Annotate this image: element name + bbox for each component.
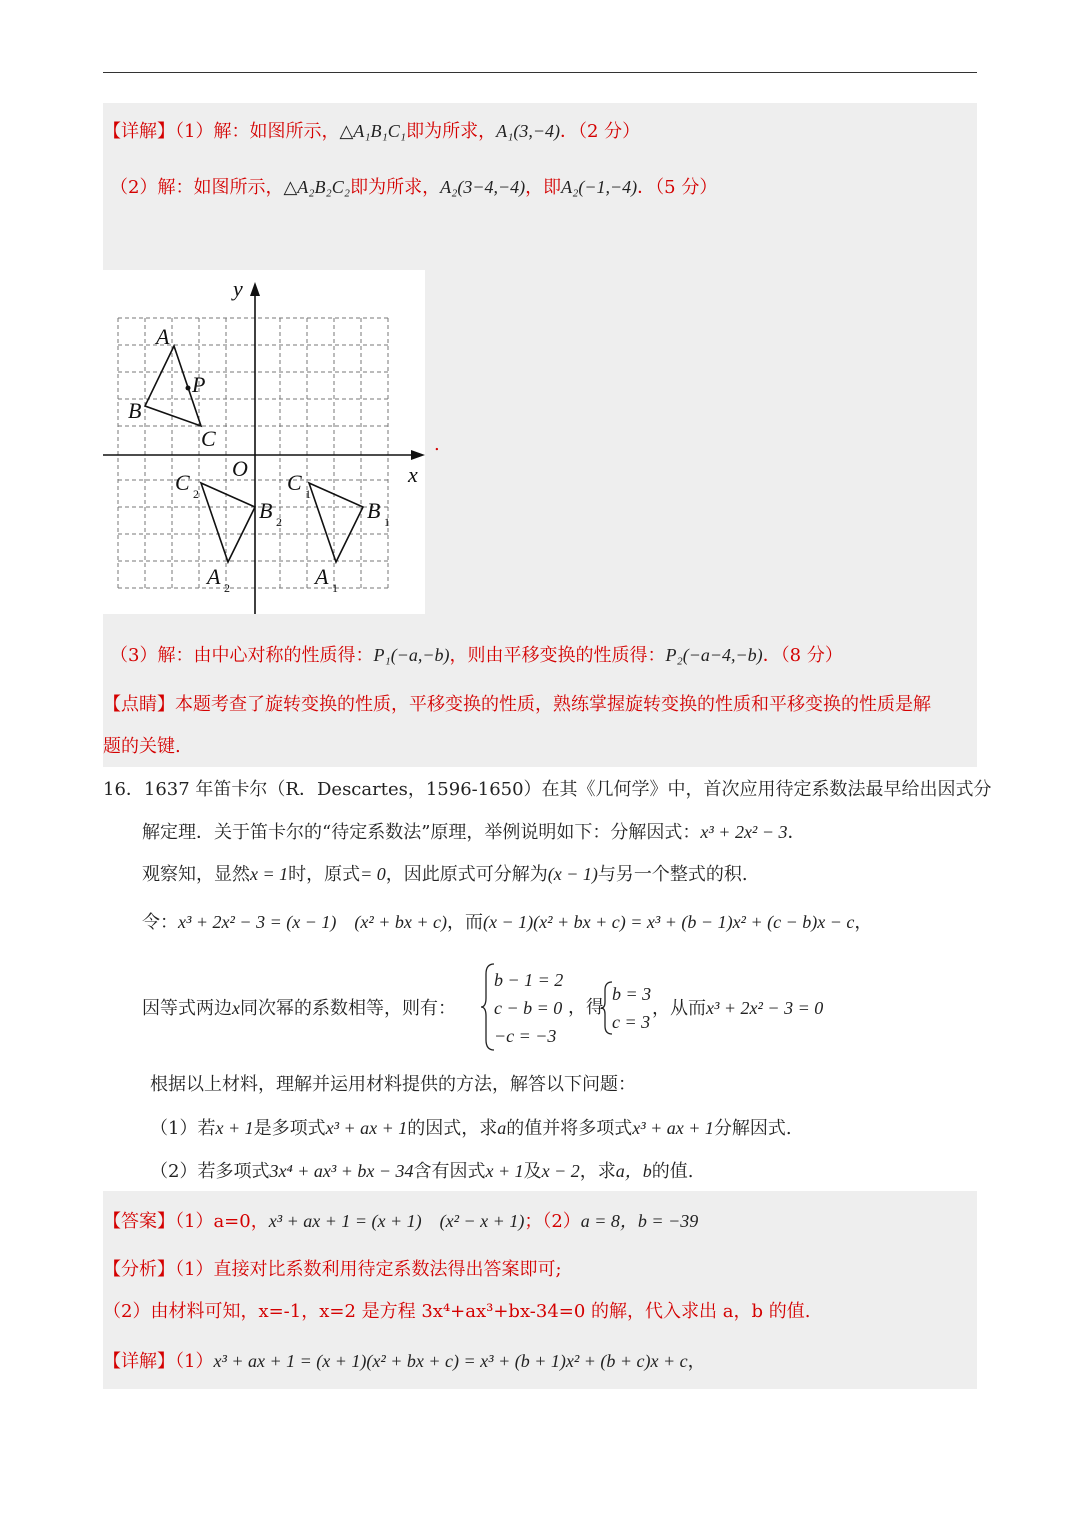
triangle-a2b2c2-shape — [201, 483, 255, 562]
score: ．（2 分） — [559, 121, 641, 142]
expr: x³ + 2x² − 3 — [700, 822, 788, 842]
expr: = 0 — [360, 864, 386, 884]
text: （1）若 — [150, 1118, 216, 1139]
system-of-equations-1 — [494, 966, 563, 1050]
expr: x − 2 — [541, 1161, 580, 1181]
figure-trailing-dot: . — [434, 434, 440, 455]
label-b2: B — [259, 498, 273, 523]
origin-label: O — [232, 456, 248, 481]
q16-para-6: 根据以上材料，理解并运用材料提供的方法，解答以下问题： — [150, 1074, 636, 1095]
text: ；（2） — [524, 1211, 581, 1232]
q16-part-2 — [150, 1158, 694, 1185]
q16-para-3 — [142, 861, 748, 888]
expr: x³ + ax + 1 = (x + 1) (x² − x + 1) — [268, 1211, 525, 1231]
text: 的值. — [651, 1161, 694, 1182]
q16-para-1: 16．1637 年笛卡尔（R．Descartes，1596-1650）在其《几何学》中，首次应用待定系数法最早给出因式分 — [103, 779, 992, 800]
text: ，从而 — [652, 998, 706, 1019]
q15-detail-line-1 — [103, 118, 640, 145]
expr: 3x⁴ + ax³ + bx − 34 — [269, 1161, 414, 1181]
equation: −c = −3 — [494, 1026, 557, 1046]
label-c1-sub: 1 — [305, 487, 311, 501]
text: （1）直接对比系数利用待定系数法得出答案即可; — [175, 1259, 562, 1280]
x-axis-label: x — [408, 462, 418, 487]
text: ，则由平移变换的性质得： — [449, 645, 666, 666]
expr: x³ + 2x² − 3 = (x − 1) (x² + bx + c) — [178, 912, 447, 932]
label-b1: B — [367, 498, 381, 523]
expr: x³ + ax + 1 — [632, 1118, 714, 1138]
equation: b = 3 — [612, 984, 652, 1004]
text: （2）若多项式 — [150, 1161, 270, 1182]
point-p-dot — [186, 386, 191, 391]
text: （1）a=0， — [175, 1211, 269, 1232]
q15-detail-line-2 — [110, 174, 717, 201]
point-a2: A₂(−1,−4) — [561, 177, 638, 197]
analysis-tag: 【分析】 — [103, 1259, 175, 1280]
text: ，而 — [446, 912, 483, 933]
y-axis-arrow-icon — [250, 282, 260, 296]
equation: c − b = 0 — [494, 998, 563, 1018]
text: ． — [787, 822, 806, 843]
q16-para-2 — [142, 819, 805, 846]
expr: x³ + ax + 1 = (x + 1)(x² + bx + c) = x³ + (b + 1)x² + (b + c)x + c — [213, 1351, 688, 1371]
q16-para-5-b: ，得 — [568, 997, 604, 1018]
detail-tag: 【详解】 — [103, 1351, 175, 1372]
q16-analysis-line-2: （2）由材料可知，x=-1，x=2 是方程 3x⁴+ax³+bx-34=0 的解，代入求出 a，b 的值. — [103, 1301, 811, 1322]
q15-comment-line-1 — [103, 692, 931, 718]
detail-tag: 【详解】 — [103, 121, 175, 142]
point-p2: P₂(−a−4,−b) — [665, 645, 763, 665]
coordinate-figure — [103, 270, 425, 614]
expr: x³ + ax + 1 — [325, 1118, 408, 1138]
text: ， — [687, 1351, 706, 1372]
text: 分解因式. — [713, 1118, 792, 1139]
equation: c = 3 — [612, 1012, 651, 1032]
point-p1: P₁(−a,−b) — [373, 645, 450, 665]
text: （3）解：由中心对称的性质得： — [110, 645, 374, 666]
label-a2-sub: 2 — [224, 581, 230, 595]
q16-part-1 — [150, 1115, 792, 1142]
comment-text: 本题考查了旋转变换的性质，平移变换的性质，熟练掌握旋转变换的性质和平移变换的性质是解 — [175, 694, 931, 715]
text: 即为所求， — [350, 177, 441, 198]
label-b: B — [128, 398, 142, 423]
q16-detail-line — [103, 1348, 706, 1375]
text: 的因式，求 — [407, 1118, 498, 1139]
text: 的值并将多项式 — [506, 1118, 633, 1139]
label-c: C — [201, 426, 216, 451]
q16-para-4 — [142, 909, 872, 936]
expr: x + 1 — [215, 1118, 254, 1138]
label-a: A — [156, 324, 170, 349]
expr: a，b — [615, 1161, 652, 1181]
text: （1） — [175, 1351, 214, 1372]
text: 即为所求， — [406, 121, 497, 142]
equation: b − 1 = 2 — [494, 970, 564, 990]
text: 含有因式 — [413, 1161, 486, 1182]
point-a1: A₁(3,−4) — [496, 121, 560, 141]
text: 解定理．关于笛卡尔的“待定系数法”原理，举例说明如下：分解因式： — [142, 822, 701, 843]
text: 及 — [523, 1161, 542, 1182]
triangle-a1b1c1-shape — [309, 483, 363, 562]
label-c1: C — [287, 470, 302, 495]
expr: (x − 1)(x² + bx + c) = x³ + (b − 1)x² + (c − b)x − c — [482, 912, 855, 932]
text: ， — [854, 912, 873, 933]
text: ，即 — [525, 177, 562, 198]
expr: x — [232, 998, 240, 1018]
x-axis-arrow-icon — [411, 450, 425, 460]
comment-tag: 【点睛】 — [103, 694, 175, 715]
text: 观察知，显然 — [142, 864, 250, 885]
coordinate-grid-svg — [103, 270, 425, 614]
q16-analysis-line-1 — [103, 1257, 562, 1283]
answer-tag: 【答案】 — [103, 1211, 175, 1232]
expr: a = 8，b = −39 — [580, 1211, 699, 1231]
score: ．（5 分） — [637, 177, 718, 198]
expr: a — [497, 1118, 507, 1138]
label-b2-sub: 2 — [276, 515, 282, 529]
y-axis-label: y — [233, 276, 243, 301]
q15-detail-line-3 — [110, 642, 843, 669]
q15-comment-line-2: 题的关键. — [103, 736, 181, 757]
label-c2: C — [175, 470, 190, 495]
system-of-equations-2 — [612, 980, 651, 1036]
grid-lines — [118, 318, 388, 588]
text: 同次幂的系数相等，则有： — [240, 998, 456, 1019]
text: 令： — [142, 912, 178, 933]
header-rule — [103, 72, 977, 73]
expr: x + 1 — [485, 1161, 524, 1181]
triangle-a2b2c2: △A₂B₂C₂ — [283, 177, 351, 197]
q16-answer-line — [103, 1208, 698, 1235]
triangle-a1b1c1: △A₁B₁C₁ — [339, 121, 407, 141]
label-b1-sub: 1 — [384, 515, 390, 529]
expr: x³ + 2x² − 3 = 0 — [706, 998, 824, 1018]
text: 是多项式 — [253, 1118, 326, 1139]
expr: (x − 1) — [547, 864, 598, 884]
score: ．（8 分） — [762, 645, 843, 666]
text: 时，原式 — [288, 864, 361, 885]
text: ，求 — [579, 1161, 616, 1182]
text: （2）解：如图所示， — [110, 177, 284, 198]
label-p: P — [192, 372, 206, 397]
text: （1）解：如图所示， — [175, 121, 340, 142]
q16-para-5-c — [652, 995, 823, 1022]
label-a1: A — [315, 564, 329, 589]
text: ，因此原式可分解为 — [385, 864, 548, 885]
q16-para-5-a — [142, 995, 456, 1022]
text: 因等式两边 — [142, 998, 232, 1019]
expr: x = 1 — [250, 864, 289, 884]
label-c2-sub: 2 — [193, 487, 199, 501]
text: 与另一个整式的积. — [597, 864, 748, 885]
point-a2-expr: A₂(3−4,−4) — [440, 177, 526, 197]
label-a1-sub: 1 — [332, 581, 338, 595]
label-a2: A — [207, 564, 221, 589]
